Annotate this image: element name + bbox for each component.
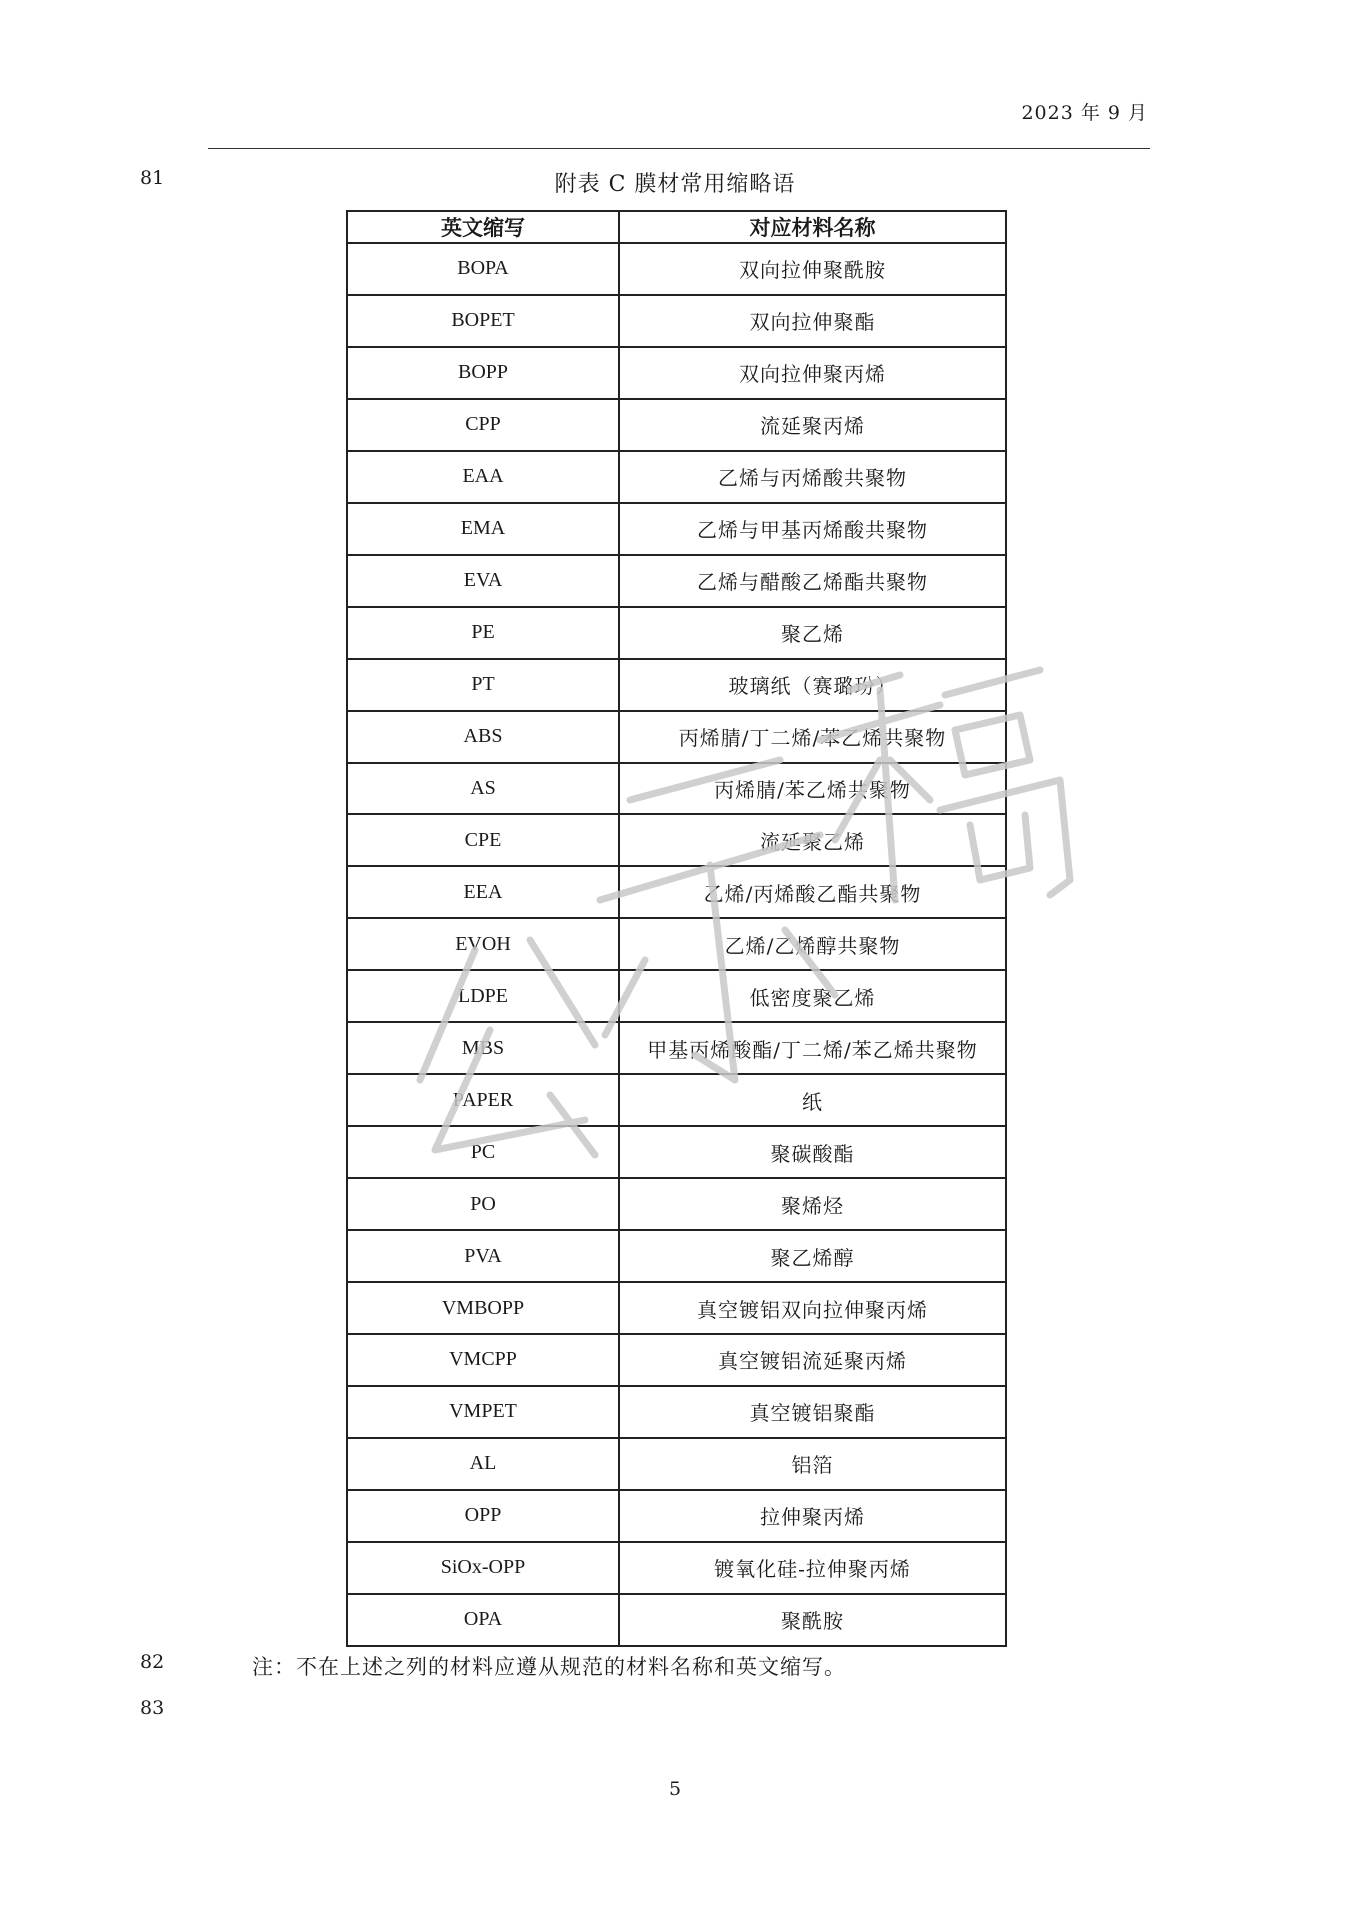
material-name-cell: 聚酰胺 [619,1594,1006,1646]
table-row [347,711,1006,763]
abbreviation-cell: AS [347,763,619,815]
table-note: 注：不在上述之列的材料应遵从规范的材料名称和英文缩写。 [252,1655,846,1679]
table-row [347,918,1006,970]
abbreviation-cell: PVA [347,1230,619,1282]
material-name-cell: 双向拉伸聚酰胺 [619,243,1006,295]
abbreviation-cell: ABS [347,711,619,763]
table-row [347,243,1006,295]
table-row [347,607,1006,659]
abbreviation-cell: EVOH [347,918,619,970]
abbreviation-cell: BOPP [347,347,619,399]
page-number: 5 [668,1778,682,1800]
table-row [347,1438,1006,1490]
material-name-cell: 铝箔 [619,1438,1006,1490]
abbreviation-cell: MBS [347,1022,619,1074]
abbreviation-cell: VMCPP [347,1334,619,1386]
table-row [347,1386,1006,1438]
table-row [347,503,1006,555]
table-title: 附表 C 膜材常用缩略语 [554,172,796,197]
abbreviation-cell: EEA [347,866,619,918]
abbreviation-cell: EVA [347,555,619,607]
abbreviation-cell: CPP [347,399,619,451]
material-name-cell: 流延聚丙烯 [619,399,1006,451]
table-row [347,1126,1006,1178]
table-row [347,451,1006,503]
material-name-cell: 乙烯与甲基丙烯酸共聚物 [619,503,1006,555]
table-body [347,243,1006,1646]
table-row [347,1334,1006,1386]
header-date: 2023 年 9 月 [1021,102,1148,124]
material-name-cell: 低密度聚乙烯 [619,970,1006,1022]
material-name-cell: 真空镀铝聚酯 [619,1386,1006,1438]
table-row [347,555,1006,607]
table-row [347,1178,1006,1230]
table-row [347,970,1006,1022]
table-header-row [347,211,1006,243]
table-row [347,1490,1006,1542]
abbreviation-cell: EAA [347,451,619,503]
abbreviation-cell: BOPA [347,243,619,295]
abbreviation-cell: PE [347,607,619,659]
material-name-cell: 丙烯腈/丁二烯/苯乙烯共聚物 [619,711,1006,763]
abbreviation-cell: PT [347,659,619,711]
material-name-cell: 丙烯腈/苯乙烯共聚物 [619,763,1006,815]
abbreviation-cell: EMA [347,503,619,555]
column-header-abbr: 英文缩写 [347,211,619,243]
abbreviation-cell: OPP [347,1490,619,1542]
material-name-cell: 聚烯烃 [619,1178,1006,1230]
material-name-cell: 拉伸聚丙烯 [619,1490,1006,1542]
material-name-cell: 乙烯与丙烯酸共聚物 [619,451,1006,503]
abbreviation-cell: LDPE [347,970,619,1022]
table-row [347,347,1006,399]
table-row [347,814,1006,866]
table-row [347,399,1006,451]
material-name-cell: 乙烯/丙烯酸乙酯共聚物 [619,866,1006,918]
material-name-cell: 玻璃纸（赛璐玢） [619,659,1006,711]
abbreviation-cell: CPE [347,814,619,866]
material-name-cell: 乙烯与醋酸乙烯酯共聚物 [619,555,1006,607]
material-name-cell: 纸 [619,1074,1006,1126]
abbreviation-cell: VMBOPP [347,1282,619,1334]
abbreviation-cell: BOPET [347,295,619,347]
table-row [347,1542,1006,1594]
table-row [347,1230,1006,1282]
abbreviation-cell: AL [347,1438,619,1490]
column-header-name: 对应材料名称 [619,211,1006,243]
material-name-cell: 聚碳酸酯 [619,1126,1006,1178]
material-name-cell: 乙烯/乙烯醇共聚物 [619,918,1006,970]
line-number-83: 83 [140,1697,165,1719]
abbreviation-cell: SiOx-OPP [347,1542,619,1594]
material-name-cell: 真空镀铝流延聚丙烯 [619,1334,1006,1386]
line-number-81: 81 [140,167,165,189]
material-name-cell: 聚乙烯醇 [619,1230,1006,1282]
material-name-cell: 双向拉伸聚丙烯 [619,347,1006,399]
abbreviation-cell: VMPET [347,1386,619,1438]
material-name-cell: 镀氧化硅-拉伸聚丙烯 [619,1542,1006,1594]
line-number-82: 82 [140,1651,165,1673]
table-row [347,1022,1006,1074]
header-rule [208,148,1150,149]
material-name-cell: 甲基丙烯酸酯/丁二烯/苯乙烯共聚物 [619,1022,1006,1074]
material-name-cell: 真空镀铝双向拉伸聚丙烯 [619,1282,1006,1334]
table-row [347,659,1006,711]
table-row [347,763,1006,815]
table-row [347,1074,1006,1126]
table-row [347,295,1006,347]
table-row [347,1594,1006,1646]
abbreviation-cell: OPA [347,1594,619,1646]
abbreviation-cell: PC [347,1126,619,1178]
table-row [347,866,1006,918]
table-row [347,1282,1006,1334]
abbreviation-table [346,210,1007,1647]
material-name-cell: 流延聚乙烯 [619,814,1006,866]
material-name-cell: 双向拉伸聚酯 [619,295,1006,347]
material-name-cell: 聚乙烯 [619,607,1006,659]
abbreviation-cell: PO [347,1178,619,1230]
abbreviation-cell: PAPER [347,1074,619,1126]
